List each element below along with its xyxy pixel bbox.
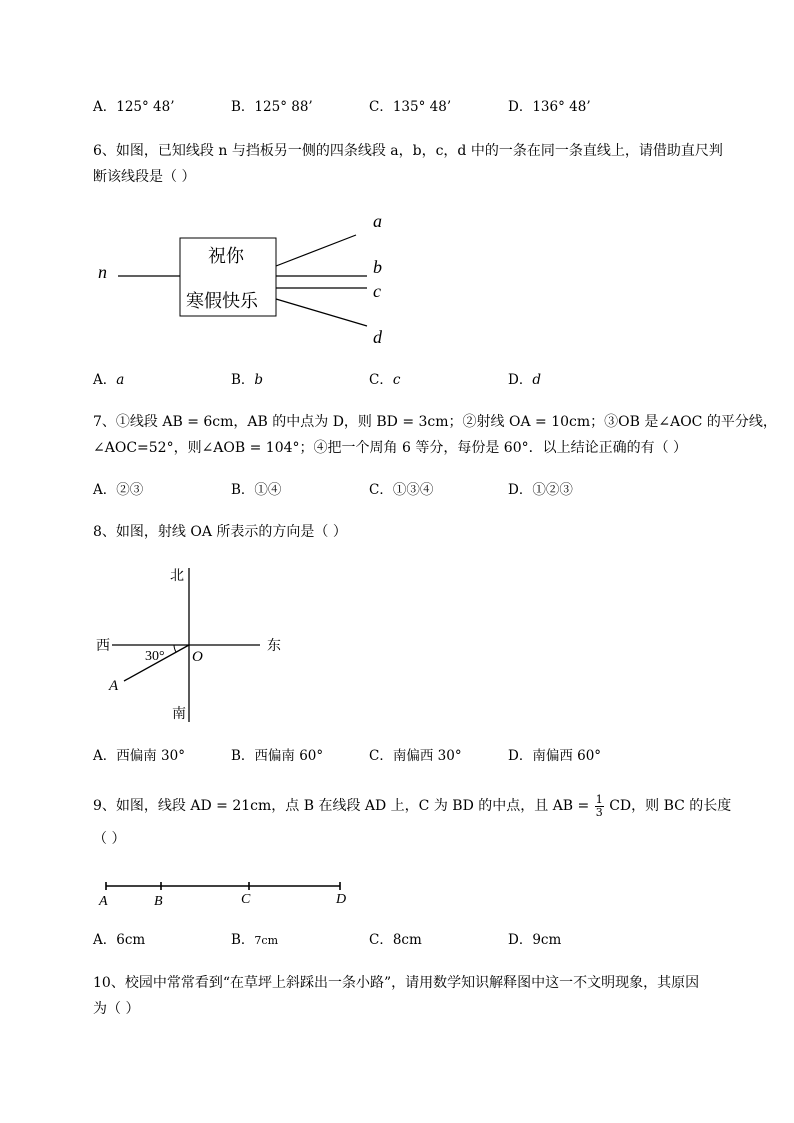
option-letter: C． xyxy=(369,482,393,498)
q6-option-a xyxy=(93,370,124,390)
option-text: 6cm xyxy=(116,932,146,948)
option-letter: C． xyxy=(369,372,393,388)
q7-stem-line1: 7、①线段 AB = 6cm，AB 的中点为 D，则 BD = 3cm；②射线 OA = 10cm；③OB 是∠AOC 的平分线， xyxy=(93,414,777,430)
label-b: B xyxy=(154,894,163,909)
option-letter: B． xyxy=(231,372,255,388)
q7-option-d xyxy=(508,480,573,500)
box-text-line1: 祝你 xyxy=(208,246,244,266)
option-text: b xyxy=(254,372,264,388)
label-east: 东 xyxy=(267,639,281,654)
q9-stem-line1 xyxy=(93,793,731,819)
q9-option-c xyxy=(369,930,422,950)
q8-stem-line1: 8、如图，射线 OA 所表示的方向是（ ） xyxy=(93,524,347,540)
option-text: 南偏西 30° xyxy=(392,748,462,764)
option-text: 136° 48’ xyxy=(532,99,591,115)
option-text: 125° 88’ xyxy=(254,99,313,115)
option-letter: D． xyxy=(508,748,533,764)
angle-arc xyxy=(174,645,176,652)
option-letter: C． xyxy=(369,99,393,115)
q7-stem-line2: ∠AOC=52°，则∠AOB = 104°；④把一个周角 6 等分，每份是 60°．以上结论正确的有（ ） xyxy=(93,440,688,456)
box-text-line2: 寒假快乐 xyxy=(186,291,258,311)
option-letter: A． xyxy=(93,99,117,115)
q5-option-a xyxy=(93,97,175,117)
q8-option-b xyxy=(231,746,323,766)
option-letter: D． xyxy=(508,932,533,948)
label-west: 西 xyxy=(96,639,110,654)
option-letter: A． xyxy=(93,932,117,948)
label-b: b xyxy=(373,257,382,277)
label-o: O xyxy=(192,649,203,665)
q9-option-d xyxy=(508,930,561,950)
q9-figure xyxy=(95,875,365,911)
q9-stem-part1: 9、如图，线段 AD = 21cm，点 B 在线段 AD 上，C 为 BD 的中点，且 AB = xyxy=(93,798,590,814)
label-c: c xyxy=(373,281,381,301)
option-letter: B． xyxy=(231,482,255,498)
q8-option-a xyxy=(93,746,185,766)
fraction xyxy=(595,794,604,819)
q9-stem-part2: CD，则 BC 的长度 xyxy=(609,798,732,814)
label-angle: 30° xyxy=(145,649,165,664)
option-letter: D． xyxy=(508,482,533,498)
option-letter: B． xyxy=(231,748,255,764)
option-text: ②③ xyxy=(116,482,144,498)
option-letter: C． xyxy=(369,932,393,948)
q10-stem-line1: 10、校园中常常看到“在草坪上斜踩出一条小路”，请用数学知识解释图中这一不文明现象，其原因 xyxy=(93,975,700,991)
q6-option-c xyxy=(369,370,400,390)
label-south: 南 xyxy=(172,707,186,722)
option-letter: A． xyxy=(93,372,117,388)
q6-stem-line2: 断该线段是（ ） xyxy=(93,169,196,185)
label-north: 北 xyxy=(170,569,184,584)
option-letter: A． xyxy=(93,482,117,498)
option-text: 西偏南 60° xyxy=(254,748,324,764)
option-text: 135° 48’ xyxy=(392,99,452,115)
q8-option-c xyxy=(369,746,462,766)
option-letter: B． xyxy=(231,932,255,948)
option-text: 9cm xyxy=(532,932,562,948)
q8-option-d xyxy=(508,746,601,766)
label-d: d xyxy=(373,327,382,347)
label-a: a xyxy=(373,211,382,231)
segment-a xyxy=(276,235,356,266)
option-text: 南偏西 60° xyxy=(532,748,602,764)
option-text: 125° 48’ xyxy=(116,99,175,115)
option-text: d xyxy=(532,372,541,388)
q8-figure xyxy=(90,560,300,730)
q10-stem-line2: 为（ ） xyxy=(93,1001,140,1017)
q6-figure xyxy=(90,200,410,350)
option-text: ①④ xyxy=(254,482,282,498)
q7-option-a xyxy=(93,480,143,500)
q6-option-d xyxy=(508,370,541,390)
label-a: A xyxy=(109,678,119,694)
option-text: 7cm xyxy=(254,934,279,947)
q5-option-d xyxy=(508,97,591,117)
label-a: A xyxy=(99,894,108,909)
option-letter: B． xyxy=(231,99,255,115)
q9-stem-line2: （ ） xyxy=(93,831,126,847)
option-text: ①③④ xyxy=(392,482,434,498)
label-n: n xyxy=(98,262,107,282)
option-letter: D． xyxy=(508,372,533,388)
option-text: a xyxy=(116,372,125,388)
label-c: C xyxy=(241,892,251,907)
option-letter: A． xyxy=(93,748,117,764)
q7-option-c xyxy=(369,480,433,500)
label-d: D xyxy=(336,892,347,907)
q9-option-a xyxy=(93,930,145,950)
q9-option-b xyxy=(231,930,278,951)
q6-stem-line1: 6、如图，已知线段 n 与挡板另一侧的四条线段 a，b，c，d 中的一条在同一条直线上，请借助直尺判 xyxy=(93,143,723,159)
segment-d xyxy=(276,299,367,326)
fraction-denominator: 3 xyxy=(595,805,603,819)
q5-option-b xyxy=(231,97,313,117)
q7-option-b xyxy=(231,480,281,500)
option-letter: C． xyxy=(369,748,393,764)
q6-option-b xyxy=(231,370,263,390)
option-letter: D． xyxy=(508,99,533,115)
option-text: c xyxy=(392,372,401,388)
fraction-numerator: 1 xyxy=(595,792,603,806)
q5-option-c xyxy=(369,97,451,117)
option-text: 8cm xyxy=(392,932,422,948)
option-text: ①②③ xyxy=(532,482,573,498)
option-text: 西偏南 30° xyxy=(116,748,185,764)
